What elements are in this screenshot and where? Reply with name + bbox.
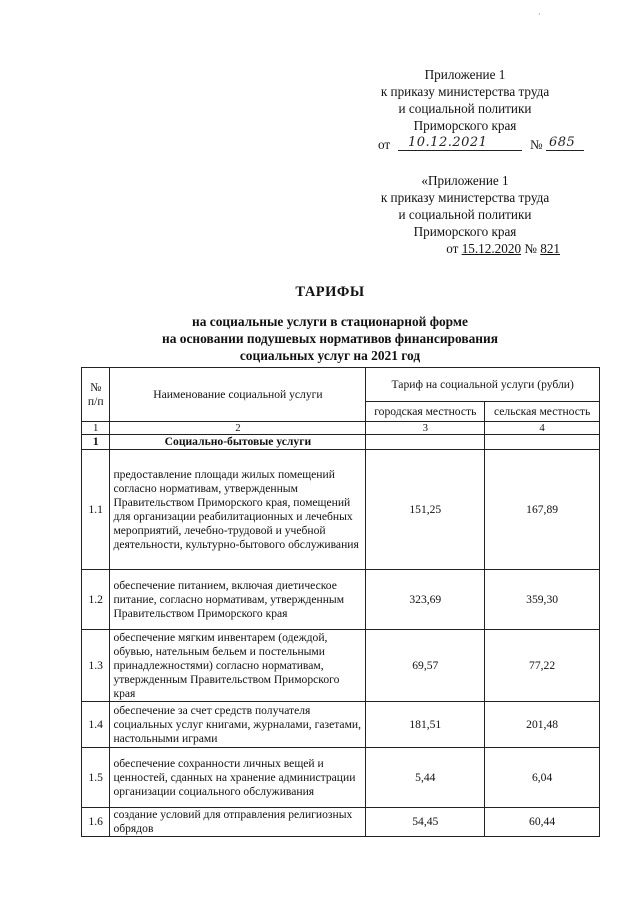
tariffs-table — [81, 367, 600, 837]
row-num: 1.2 — [82, 570, 110, 630]
col-number: 4 — [485, 422, 600, 435]
appendix-header-new — [360, 66, 576, 154]
appendix-line: и социальной политики — [398, 207, 532, 222]
ref-no: 821 — [540, 241, 560, 256]
category-num: 1 — [82, 435, 110, 450]
row-urban: 69,57 — [366, 630, 485, 702]
row-name: создание условий для отправления религиозных обрядов — [110, 808, 366, 837]
row-rural: 60,44 — [485, 808, 600, 837]
table-header-row — [82, 368, 600, 402]
row-urban: 151,25 — [366, 450, 485, 570]
row-num: 1.6 — [82, 808, 110, 837]
table-row — [82, 570, 600, 630]
header-urban: городская местность — [366, 402, 485, 422]
number-label: № — [530, 137, 543, 152]
row-rural: 201,48 — [485, 702, 600, 748]
col-number: 1 — [82, 422, 110, 435]
row-rural: 359,30 — [485, 570, 600, 630]
old-order-reference — [360, 240, 570, 257]
category-row — [82, 435, 600, 450]
row-name: обеспечение за счет средств получателя социальных услуг книгами, журналами, газетами, настольными играми — [110, 702, 366, 748]
row-rural: 167,89 — [485, 450, 600, 570]
header-num: № п/п — [82, 368, 110, 422]
row-name: обеспечение сохранности личных вещей и ценностей, сданных на хранение администрации организации социального обслуживания — [110, 748, 366, 808]
row-rural: 77,22 — [485, 630, 600, 702]
title-subtitle — [60, 313, 600, 364]
appendix-line: Приморского края — [413, 118, 517, 133]
category-name: Социально-бытовые услуги — [110, 435, 366, 450]
subtitle-line: социальных услуг на 2021 год — [239, 348, 421, 363]
row-name: предоставление площади жилых помещений согласно нормативам, утвержденным Правительством Приморского края, помещений для организации реабилитационных и лечебных мероприятий, лечебно-трудовой и учебной деятельности, культурно-бытового обслуживания — [110, 450, 366, 570]
ref-date: 15.12.2020 — [461, 241, 522, 256]
subtitle-line: на социальные услуги в стационарной форме — [192, 314, 468, 329]
appendix-line: к приказу министерства труда — [380, 84, 550, 99]
header-tariff: Тариф на социальной услуги (рубли) — [366, 368, 600, 402]
col-number: 2 — [110, 422, 366, 435]
empty-cell — [485, 435, 600, 450]
appendix-line: «Приложение 1 — [421, 173, 509, 188]
appendix-line: Приморского края — [413, 224, 517, 239]
order-date-number-row — [360, 134, 576, 154]
table-row — [82, 808, 600, 837]
table-row — [82, 702, 600, 748]
row-name: обеспечение мягким инвентарем (одеждой, обувью, нательным бельем и постельными принадлежностями) согласно нормативам, утвержденным Правительством Приморского края — [110, 630, 366, 702]
ref-prefix: от — [446, 241, 459, 256]
row-rural: 6,04 — [485, 748, 600, 808]
row-num: 1.3 — [82, 630, 110, 702]
header-rural: сельская местность — [485, 402, 600, 422]
appendix-line: к приказу министерства труда — [380, 190, 550, 205]
appendix-line: Приложение 1 — [424, 67, 506, 82]
row-urban: 323,69 — [366, 570, 485, 630]
subtitle-line: на основании подушевых нормативов финансирования — [162, 331, 498, 346]
row-num: 1.1 — [82, 450, 110, 570]
empty-cell — [366, 435, 485, 450]
table-row — [82, 748, 600, 808]
row-num: 1.5 — [82, 748, 110, 808]
table-row — [82, 630, 600, 702]
row-urban: 181,51 — [366, 702, 485, 748]
row-urban: 5,44 — [366, 748, 485, 808]
row-name: обеспечение питанием, включая диетическое питание, согласно нормативам, утвержденным Правительством Приморского края — [110, 570, 366, 630]
col-number: 3 — [366, 422, 485, 435]
column-numbers-row — [82, 422, 600, 435]
handwritten-number: 685 — [549, 135, 576, 150]
ref-no-label: № — [524, 241, 537, 256]
table-row — [82, 450, 600, 570]
scan-dot: · — [538, 10, 541, 19]
row-num: 1.4 — [82, 702, 110, 748]
row-urban: 54,45 — [366, 808, 485, 837]
document-title — [60, 284, 600, 364]
date-label: от — [378, 137, 391, 152]
title-main: ТАРИФЫ — [295, 284, 365, 300]
appendix-header-old — [360, 172, 570, 257]
header-name: Наименование социальной услуги — [110, 368, 366, 422]
appendix-line: и социальной политики — [398, 101, 532, 116]
handwritten-date: 10.12.2021 — [408, 135, 488, 150]
